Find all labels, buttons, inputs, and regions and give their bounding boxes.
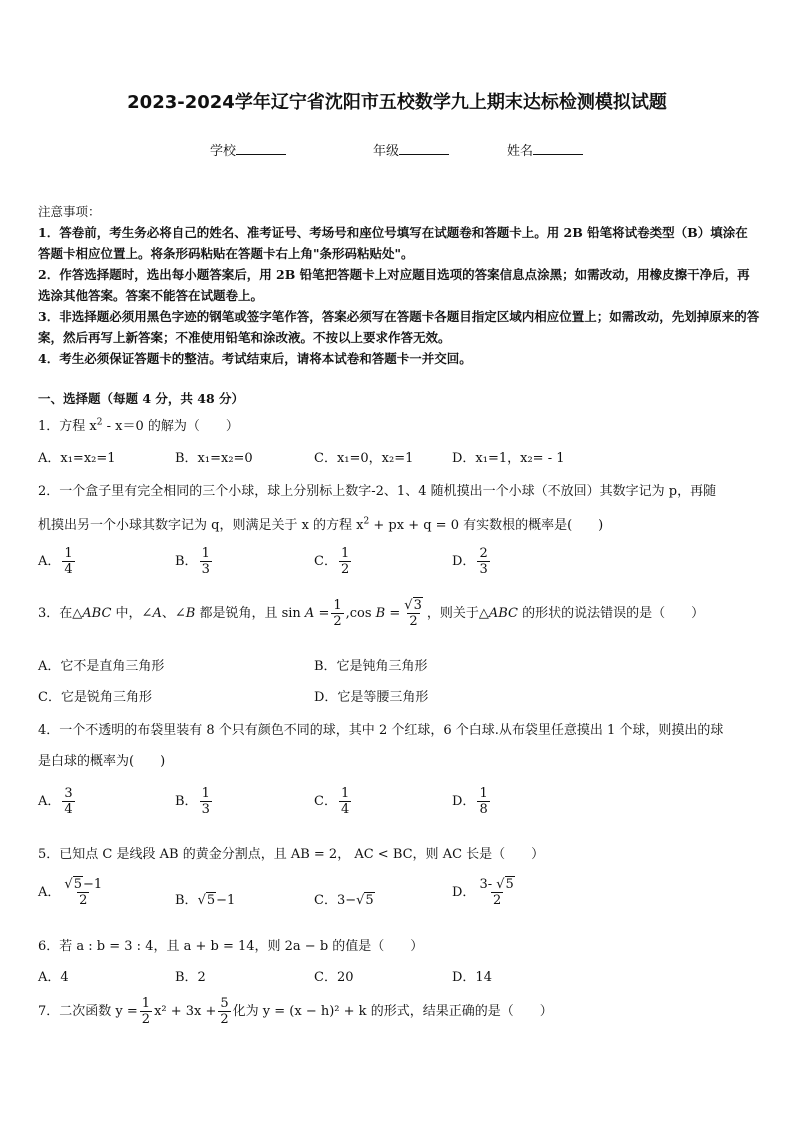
frac-num: 1 (333, 598, 342, 613)
q1-option-b: B．x₁=x₂=0 (175, 451, 253, 466)
school-blank (236, 142, 286, 155)
frac-num: 3 (64, 786, 73, 801)
question-4-line2: 是白球的概率为( ) (38, 754, 166, 769)
frac-den: 2 (141, 1012, 151, 1027)
option-label: B． (175, 794, 198, 809)
frac-num: 2 (479, 546, 488, 561)
q3-cosb: B (375, 606, 386, 621)
question-4-line1: 4．一个不透明的布袋里装有 8 个只有颜色不同的球，其中 2 个红球，6 个白球.从布袋里任意摸出 1 个球，则摸出的球 (38, 723, 724, 738)
instructions-heading: 注意事项： (38, 204, 101, 219)
frac-den: 3 (201, 802, 210, 817)
frac-den: 4 (64, 562, 73, 577)
question-5-stem: 5．已知点 C 是线段 AB 的黄金分割点，且 AB = 2， AC < BC，则 AC 长是（ ） (38, 847, 545, 862)
grade-blank (399, 142, 449, 155)
q3-option-a: A．它不是直角三角形 (38, 659, 165, 674)
section-heading: 一、选择题（每题 4 分，共 48 分） (38, 391, 245, 406)
option-label: D． (452, 554, 476, 569)
q2-option-d (452, 546, 492, 577)
page-title: 2023-2024学年辽宁省沈阳市五校数学九上期末达标检测模拟试题 (127, 92, 667, 113)
q2-line2b: + px + q = 0 有实数根的概率是( ) (369, 518, 604, 533)
sqrt-radicand: 5 (365, 893, 374, 908)
q3-option-c: C．它是锐角三角形 (38, 690, 152, 705)
q3-option-d: D．它是等腰三角形 (314, 690, 429, 705)
q3-eq2: = (385, 606, 401, 621)
sqrt-radicand: 5 (73, 877, 82, 892)
expr-tail: −1 (216, 893, 236, 908)
q2-option-b (175, 546, 214, 577)
instruction-item: 2．作答选择题时，选出每小题答案后，用 2B 铅笔把答题卡上对应题目选项的答案信息点涂黑；如需改动，用橡皮擦干净后，再选涂其他答案。答案不能答在试题卷上。 (38, 267, 750, 303)
q5-option-d (452, 877, 519, 908)
question-6-stem: 6．若 a : b = 3 : 4，且 a + b = 14，则 2a − b 的值是（ ） (38, 939, 424, 954)
instruction-item: 4．考生必须保证答题卡的整洁。考试结束后，请将本试卷和答题卡一并交回。 (38, 351, 472, 366)
frac-num: 1 (340, 786, 350, 801)
frac-den: 2 (333, 614, 342, 629)
question-7-stem (38, 996, 553, 1027)
q3-b: B (185, 606, 196, 621)
num-head: 3- (479, 877, 497, 892)
q7-post: 化为 y = (x − h)² + k 的形式，结果正确的是（ ） (232, 1004, 553, 1019)
sqrt-sign: √ (496, 877, 505, 892)
q7-pre: 7．二次函数 y = (38, 1004, 138, 1019)
frac-den: 4 (340, 802, 350, 817)
q1-stem-b: - x＝0 的解为（ ） (102, 419, 239, 434)
q2-option-a (38, 546, 77, 577)
instructions (38, 201, 760, 369)
question-3-stem: 3．在△ABC 中，∠A、∠B 都是锐角，且 sin A = $\frac{1}{2}$ ,cos B = $\frac{√3}{2}$ ，则关于△ABC 的形状的说法错误的是（ ） (38, 598, 705, 629)
q3-sina: A (304, 606, 315, 621)
q6-option-b: B．2 (175, 970, 206, 985)
option-label: A． (38, 554, 61, 569)
q1-option-c: C．x₁=0，x₂=1 (314, 451, 414, 466)
num-tail: −1 (82, 877, 103, 892)
frac-den: 2 (79, 893, 88, 908)
q5-option-c (314, 889, 375, 908)
frac-num: 1 (141, 996, 151, 1011)
school-label: 学校 (210, 144, 237, 159)
q3-mid3: 都是锐角，且 sin (195, 606, 305, 621)
frac-den: 2 (220, 1012, 229, 1027)
sqrt-radicand: 5 (505, 877, 514, 892)
option-label: A． (38, 794, 61, 809)
option-label: C． (314, 794, 337, 809)
q3-mid2: 、∠ (161, 606, 186, 621)
q4-option-b (175, 786, 214, 817)
q4-option-d (452, 786, 492, 817)
option-label: A． (38, 885, 61, 900)
frac-den: 8 (479, 802, 488, 817)
sqrt-sign: √ (197, 893, 206, 908)
q3-post: ，则关于△ (426, 606, 489, 621)
question-2-line1: 2．一个盒子里有完全相同的三个小球，球上分别标上数字-2、1、4 随机摸出一个小球（不放回）其数字记为 p，再随 (38, 484, 717, 499)
frac-den: 2 (409, 614, 418, 629)
frac-den: 4 (64, 802, 73, 817)
frac-num: 1 (201, 786, 210, 801)
q3-abc2: ABC (488, 606, 518, 621)
q3-a: A (152, 606, 162, 621)
grade-field (373, 140, 449, 159)
question-2-line2: 机摸出另一个小球其数字记为 q，则满足关于 x 的方程 $x^2$ + px + q = 0 有实数根的概率是( ) (38, 516, 604, 533)
frac-den: 3 (479, 562, 488, 577)
q4-option-c (314, 786, 353, 817)
q3-post2: 的形状的说法错误的是（ ） (517, 606, 705, 621)
frac-den: 3 (201, 562, 210, 577)
frac-num: 1 (201, 546, 210, 561)
option-label: D． (452, 794, 476, 809)
q3-eq: = (314, 606, 330, 621)
option-label: C． (314, 554, 337, 569)
q1-option-d: D．x₁=1，x₂= - 1 (452, 451, 565, 466)
sqrt-sign: √ (356, 893, 365, 908)
q6-option-c: C．20 (314, 970, 354, 985)
q3-mid1: 中，∠ (111, 606, 153, 621)
option-label: D． (452, 885, 476, 900)
frac-den: 2 (340, 562, 350, 577)
name-label: 姓名 (507, 144, 534, 159)
sqrt-radicand: 5 (206, 893, 216, 908)
q3-option-b: B．它是钝角三角形 (314, 659, 428, 674)
q3-abc: ABC (82, 606, 112, 621)
q6-option-a: A．4 (38, 970, 69, 985)
frac-num: 3 (413, 598, 422, 613)
q4-option-a (38, 786, 77, 817)
q2-line2a: 机摸出另一个小球其数字记为 q，则满足关于 x 的方程 x (38, 518, 364, 533)
grade-label: 年级 (373, 144, 400, 159)
name-field (507, 140, 583, 159)
option-label: B． (175, 893, 198, 908)
q2-option-c (314, 546, 353, 577)
name-blank (533, 142, 583, 155)
q1-stem-a: 1．方程 x (38, 419, 97, 434)
q3-pre: 3．在△ (38, 606, 83, 621)
sqrt-sign: √ (64, 877, 73, 892)
q6-option-d: D．14 (452, 970, 492, 985)
frac-num: 1 (479, 786, 488, 801)
frac-num: 1 (340, 546, 350, 561)
frac-den: 2 (492, 893, 502, 908)
frac-num: 1 (64, 546, 73, 561)
q3-cos: ,cos (345, 606, 376, 621)
q1-option-a: A．x₁=x₂=1 (38, 451, 116, 466)
q5-option-a (38, 877, 106, 908)
school-field (210, 140, 286, 159)
instruction-item: 1．答卷前，考生务必将自己的姓名、准考证号、考场号和座位号填写在试题卷和答题卡上。用 2B 铅笔将试卷类型（B）填涂在答题卡相应位置上。将条形码粘贴在答题卡右上角"条形码粘贴处"。 (38, 225, 748, 261)
instruction-item: 3．非选择题必须用黑色字迹的钢笔或签字笔作答，答案必须写在答题卡各题目指定区域内相应位置上；如需改动，先划掉原来的答案，然后再写上新答案；不准使用铅笔和涂改液。不按以上要求作答无效。 (38, 309, 760, 345)
option-label: B． (175, 554, 198, 569)
option-label: C．3− (314, 893, 357, 908)
question-1-stem: 1．方程 $x^2 - x=0$ 的解为（ ） (38, 417, 239, 434)
frac-num: 5 (220, 996, 229, 1011)
q5-option-b (175, 889, 235, 908)
q7-mid: x² + 3x + (154, 1004, 217, 1019)
